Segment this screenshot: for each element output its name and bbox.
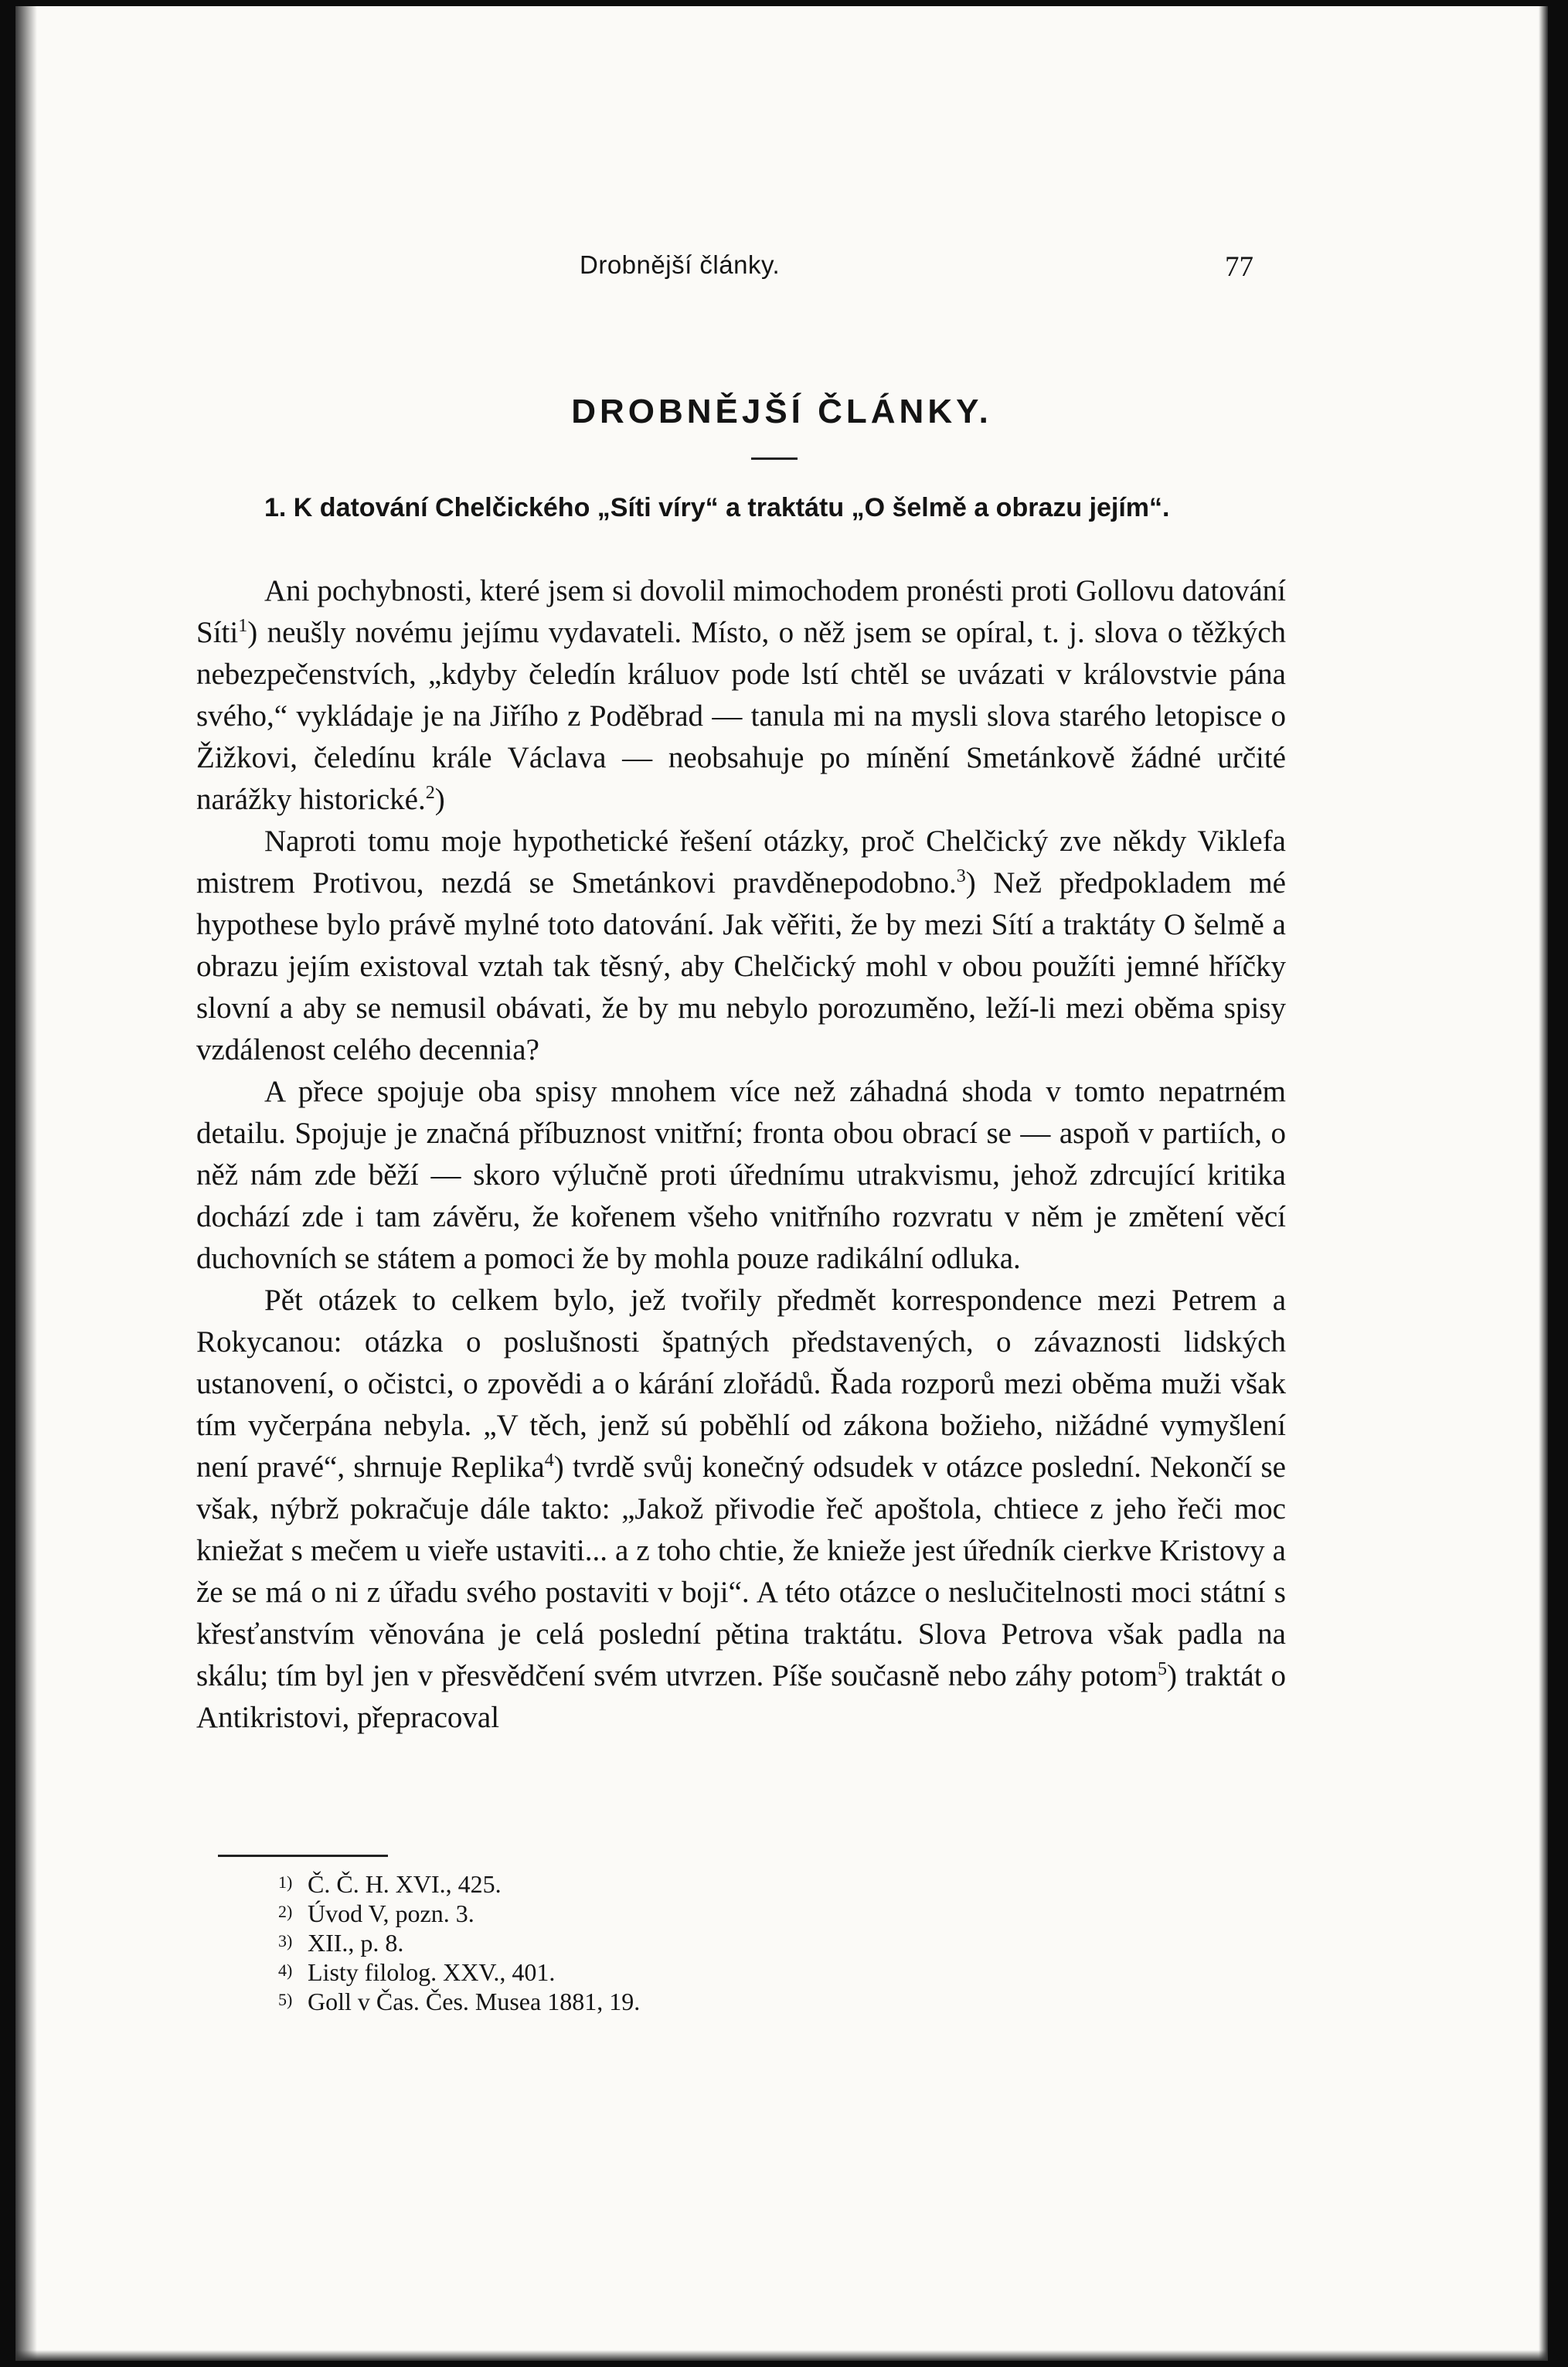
footnote-text: Goll v Čas. Čes. Musea 1881, 19. [308,1988,641,2015]
footnote-mark: 3) [278,1931,293,1950]
paragraph-text: ) neušly novému jejímu vydavateli. Místo, o něž jsem se opíral, t. j. slova o těžkých nebezpečenstvích, „kdyby čeledín králuov pode lstí chtěl se uvázati v královstvie pána svého,“ vykládaje je na Jiřího z Poděbrad — tanula mi na mysli slova starého letopisce o Žižkovi, čeledínu krále Václava — neobsahuje po mínění Smetánkově žádné určité narážky historické. [196,616,1286,816]
footnote [278,1869,1206,1898]
paragraph-text: A přece spojuje oba spisy mnohem více než záhadná shoda v tomto nepatrném detailu. Spojuje je značná příbuznost vnitřní; fronta obou obrací se — aspoň v partiích, o něž nám zde běží — skoro výlučně proti úřednímu utrakvismu, jehož zdrcující kritika dochází zde i tam závěru, že kořenem všeho vnitřního rozvratu v něm je změtení věcí duchovních se státem a pomoci že by mohla pouze radikální odluka. [196,1075,1286,1275]
footnote-text: XII., p. 8. [308,1929,404,1957]
page-edge-bottom [15,2350,1548,2361]
heading-rule [751,457,798,460]
paragraph-text: ) traktát o Antikristovi, přepracoval [196,1659,1286,1734]
footnote [278,1986,1206,2015]
paragraph [196,1071,1286,1280]
footnote-mark: 1) [278,1872,293,1892]
paragraph-text: Ani pochybnosti, které jsem si dovolil mimochodem pronésti proti Gollovu datování Síti [196,574,1286,649]
footnote-ref: 2 [425,783,435,803]
paragraph-text: Naproti tomu moje hypothetické řešení otázky, proč Chelčický zve někdy Viklefa mistrem Protivou, nezdá se Smetánkovi pravděnepodobno. [196,825,1286,900]
paragraph [196,570,1286,821]
footnote-rule [218,1855,388,1857]
body-text [196,570,1286,1739]
footnote-ref: 3 [956,866,966,886]
paragraph [196,821,1286,1071]
paragraph-text: ) tvrdě svůj konečný odsudek v otázce poslední. Nekončí se však, nýbrž pokračuje dále takto: „Jakož přivodie řeč apoštola, chtiece z jeho řeči moc kniežat s mečem u vieře ustaviti... a z toho chtie, že knieže jest úředník cierkve Kristovy a že se má o ni z úřadu svého postaviti v boji“. A této otázce o neslučitelnosti moci státní s křesťanstvím věnována je celá poslední pětina traktátu. Slova Petrova však padla na skálu; tím byl jen v přesvědčení svém utvrzen. Píše současně nebo záhy potom [196,1450,1286,1692]
running-title: Drobnější články. [580,250,781,279]
footnote [278,1898,1206,1927]
page-heading: DROBNĚJŠÍ ČLÁNKY. [571,393,992,430]
footnote-text: Listy filolog. XXV., 401. [308,1958,556,1986]
footnote-ref: 1 [238,616,248,636]
footnote [278,1927,1206,1957]
paragraph-text: ) Než předpokladem mé hypothese bylo právě mylné toto datování. Jak věřiti, že by mezi Sítí a traktáty O šelmě a obrazu jejím existoval vztah tak těsný, aby Chelčický mohl v obou použíti jemné hříčky slovní a aby se nemusil obávati, že by mu nebylo porozuměno, leží-li mezi oběma spisy vzdálenost celého decennia? [196,866,1286,1066]
footnote-mark: 2) [278,1902,293,1921]
footnote-ref: 4 [544,1450,554,1471]
section-title: 1. K datování Chelčického „Síti víry“ a traktátu „O šelmě a obrazu jejím“. [264,493,1170,522]
page-edge-right [1539,6,1548,2361]
running-head [15,250,1548,297]
paragraph-text: Pět otázek to celkem bylo, jež tvořily předmět korrespondence mezi Petrem a Rokycanou: otázka o poslušnosti špatných představených, o závaznosti lidských ustanovení, o očistci, o zpovědi a o kárání zlořádů. Řada rozporů mezi oběma muži však tím vyčerpána nebyla. „V těch, jenž sú poběhlí od zákona božieho, nižádné vymyšlení není pravé“, shrnuje Replika [196,1284,1286,1484]
footnote-ref: 5 [1157,1659,1167,1679]
paragraph [196,1280,1286,1739]
footnote-mark: 5) [278,1990,293,2009]
book-page [15,6,1548,2361]
footnote-text: Č. Č. H. XVI., 425. [308,1870,502,1898]
spine-shadow [15,6,37,2361]
footnote-text: Úvod V, pozn. 3. [308,1899,474,1927]
footnotes [278,1869,1206,2015]
page-number: 77 [1225,251,1253,283]
footnote [278,1957,1206,1986]
paragraph-text: ) [434,783,445,816]
footnote-mark: 4) [278,1961,293,1980]
